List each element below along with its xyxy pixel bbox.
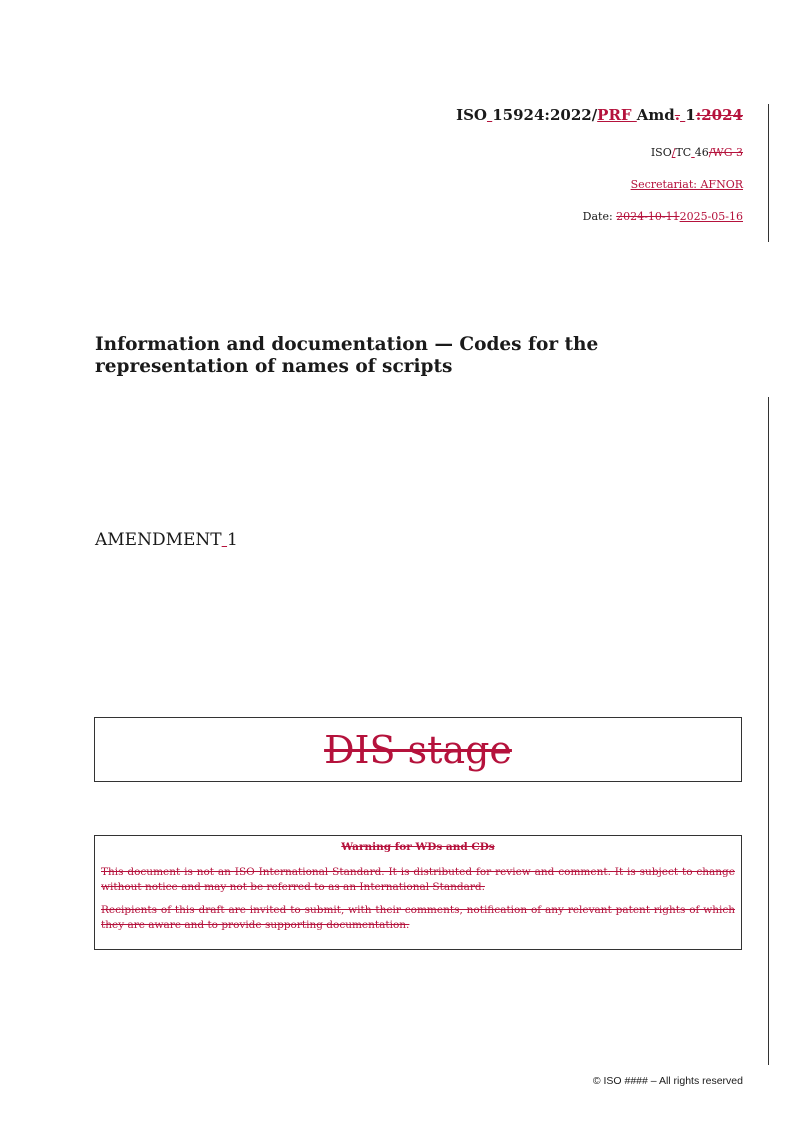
copyright-footer: © ISO #### – All rights reserved (592, 1075, 743, 1087)
amendment-label: AMENDMENT 1 (95, 530, 238, 550)
secretariat: Secretariat: AFNOR (630, 178, 743, 191)
warning-paragraph-1: This document is not an ISO International Standard. It is distributed for review and comment. It is subject to change without notice and may not be referred to as an International Standard. (101, 866, 735, 893)
document-reference: ISO 15924:2022/PRF Amd. 1:2024 (456, 106, 743, 124)
change-bar-top (768, 104, 769, 242)
stage-label: DIS stage (324, 728, 512, 772)
change-bar-main (768, 397, 769, 1065)
warning-title: Warning for WDs and CDs (341, 841, 495, 853)
stage-box (94, 717, 742, 782)
warning-paragraph-2: Recipients of this draft are invited to submit, with their comments, notification of any relevant patent rights of which they are aware and to provide supporting documentation. (101, 904, 735, 931)
warning-box (94, 835, 742, 950)
committee-reference: ISO/TC 46/WG 3 (650, 146, 743, 159)
document-title: Information and documentation — Codes for the representation of names of scripts (95, 334, 599, 377)
date-line: Date: 2024-10-112025-05-16 (582, 210, 743, 223)
